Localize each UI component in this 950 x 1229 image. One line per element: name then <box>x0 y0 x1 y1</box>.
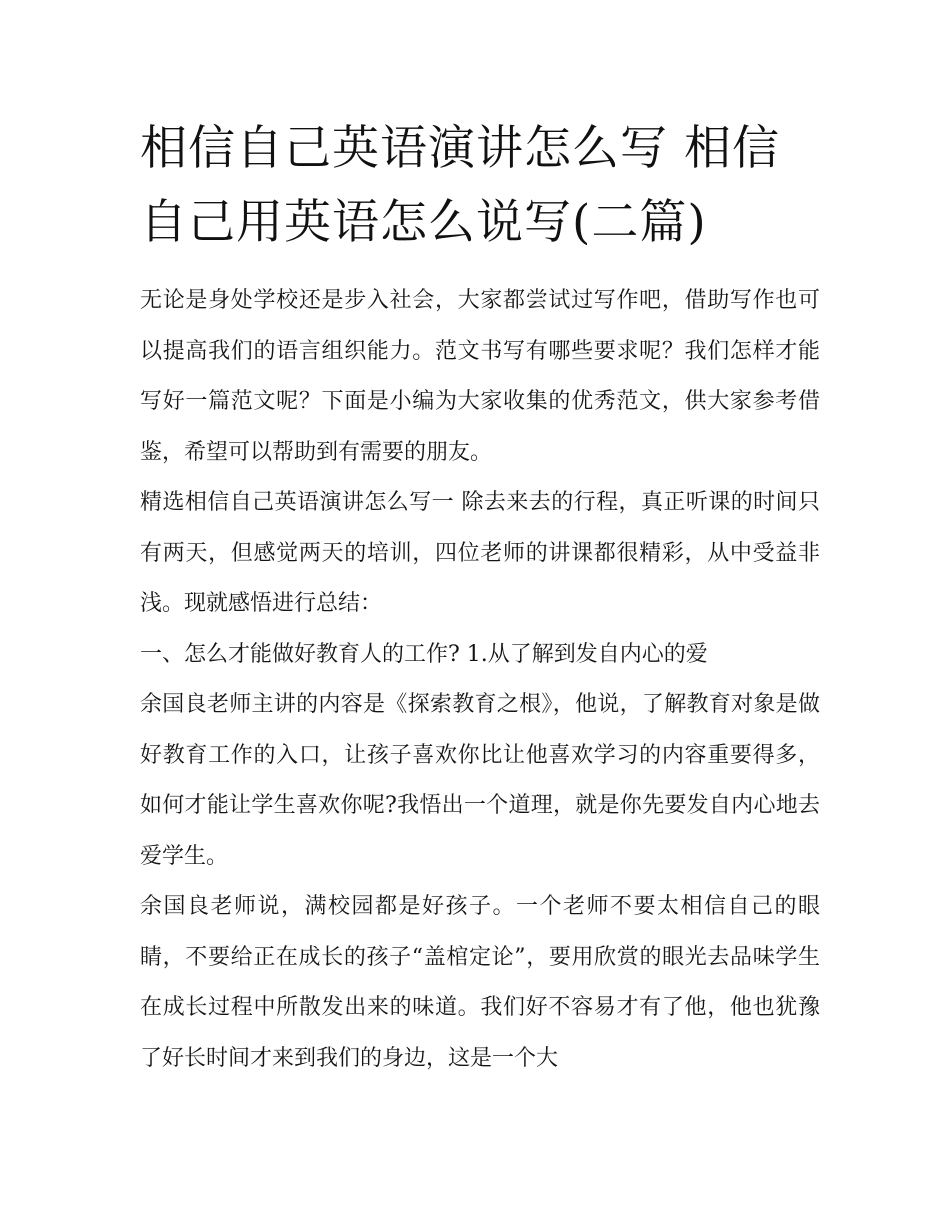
paragraph-selected-essay: 精选相信自己英语演讲怎么写一 除去来去的行程，真正听课的时间只有两天，但感觉两天的培训，四位老师的讲课都很精彩，从中受益非浅。现就感悟进行总结： <box>140 490 820 616</box>
paragraph-intro: 无论是身处学校还是步入社会，大家都尝试过写作吧，借助写作也可以提高我们的语言组织能力。范文书写有哪些要求呢？我们怎样才能写好一篇范文呢？下面是小编为大家收集的优秀范文，供大家参考借鉴，希望可以帮助到有需要的朋友。 <box>140 288 820 465</box>
paragraph-teacher-yu-1: 余国良老师主讲的内容是《探索教育之根》，他说，了解教育对象是做好教育工作的入口，让孩子喜欢你比让他喜欢学习的内容重要得多，如何才能让学生喜欢你呢?我悟出一个道理，就是你先要发自内心地去爱学生。 <box>140 692 820 869</box>
paragraph-teacher-yu-2: 余国良老师说，满校园都是好孩子。一个老师不要太相信自己的眼睛，不要给正在成长的孩子“盖棺定论”，要用欣赏的眼光去品味学生在成长过程中所散发出来的味道。我们好不容易才有了他，他也犹豫了好长时间才来到我们的身边，这是一个大 <box>140 894 820 1071</box>
document-body <box>140 276 820 1084</box>
document-title: 相信自己英语演讲怎么写 相信自己用英语怎么说写(二篇) <box>140 121 780 250</box>
paragraph-section-heading: 一、怎么才能做好教育人的工作? 1.从了解到发自内心的爱 <box>140 641 708 667</box>
